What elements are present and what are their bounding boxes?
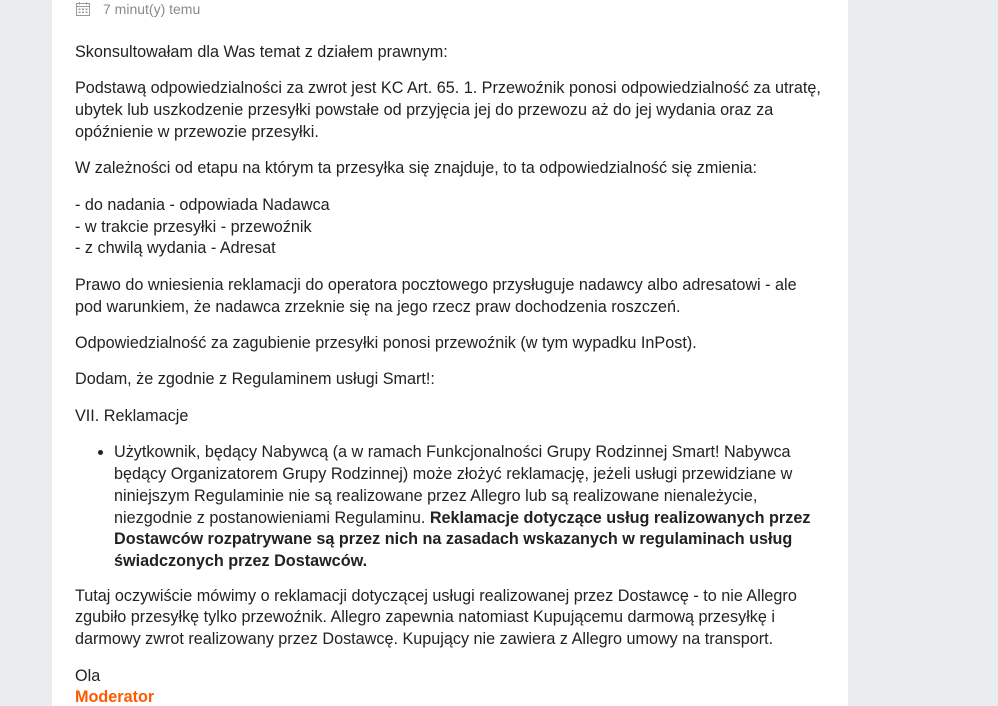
stage-item: - do nadania - odpowiada Nadawca — [75, 195, 330, 214]
regulation-item — [114, 442, 825, 573]
stage-list — [75, 195, 825, 260]
post-paragraph-4: Odpowiedzialność za zagubienie przesyłki ponosi przewoźnik (w tym wypadku InPost). — [75, 333, 697, 352]
signature-name: Ola — [75, 666, 101, 685]
post-paragraph-3: Prawo do wniesienia reklamacji do operatora pocztowego przysługuje nadawcy albo adresatowi - ale pod warunkiem, że nadawca zrzeknie się na jego rzecz praw dochodzenia roszczeń. — [75, 275, 797, 316]
stage-item: - z chwilą wydania - Adresat — [75, 239, 276, 258]
post-paragraph-5: Dodam, że zgodnie z Regulaminem usługi Smart!: — [75, 370, 435, 389]
signature — [75, 666, 825, 706]
post-meta — [75, 0, 200, 19]
regulation-text: Użytkownik, będący Nabywcą (a w ramach Funkcjonalności Grupy Rodzinnej Smart! Nabywca będący Organizatorem Grupy Rodzinnej) może złożyć reklamację, jeżeli usługi przewidziane w niniejszym Regulaminie nie są realizowane przez Allegro lub są realizowane nienależycie, niezgodnie z postanowieniami Regulaminu. — [114, 443, 793, 527]
post-card — [52, 0, 848, 706]
post-body — [75, 42, 825, 706]
post-paragraph-6: Tutaj oczywiście mówimy o reklamacji dotyczącej usługi realizowanej przez Dostawcę - to nie Allegro zgubiło przesyłkę tylko przewoźnik. Allegro zapewnia natomiast Kupującemu darmową przesyłkę i darmowy zwrot realizowany przez Dostawcę. Kupujący nie zawiera z Allegro umowy na transport. — [75, 586, 797, 649]
post-paragraph-1: Podstawą odpowiedzialności za zwrot jest KC Art. 65. 1. Przewoźnik ponosi odpowiedzialność za utratę, ubytek lub uszkodzenie przesyłki powstałe od przyjęcia jej do przewozu aż do jej wydania oraz za opóźnienie w przewozie przesyłki. — [75, 79, 821, 141]
post-intro: Skonsultowałam dla Was temat z działem prawnym: — [75, 43, 448, 61]
moderator-badge: Moderator — [75, 688, 155, 706]
regulation-bold-text: Reklamacje dotyczące usług realizowanych przez Dostawców rozpatrywane są przez nich na zasadach wskazanych w regulaminach usług świadczonych przez Dostawców. — [114, 508, 811, 571]
post-timestamp: 7 minut(y) temu — [103, 1, 201, 17]
stage-item: - w trakcie przesyłki - przewoźnik — [75, 217, 312, 236]
post-paragraph-2: W zależności od etapu na którym ta przesyłka się znajduje, to ta odpowiedzialność się zmienia: — [75, 159, 758, 178]
calendar-icon — [75, 1, 91, 17]
section-heading: VII. Reklamacje — [75, 406, 189, 425]
regulation-list — [75, 442, 825, 573]
